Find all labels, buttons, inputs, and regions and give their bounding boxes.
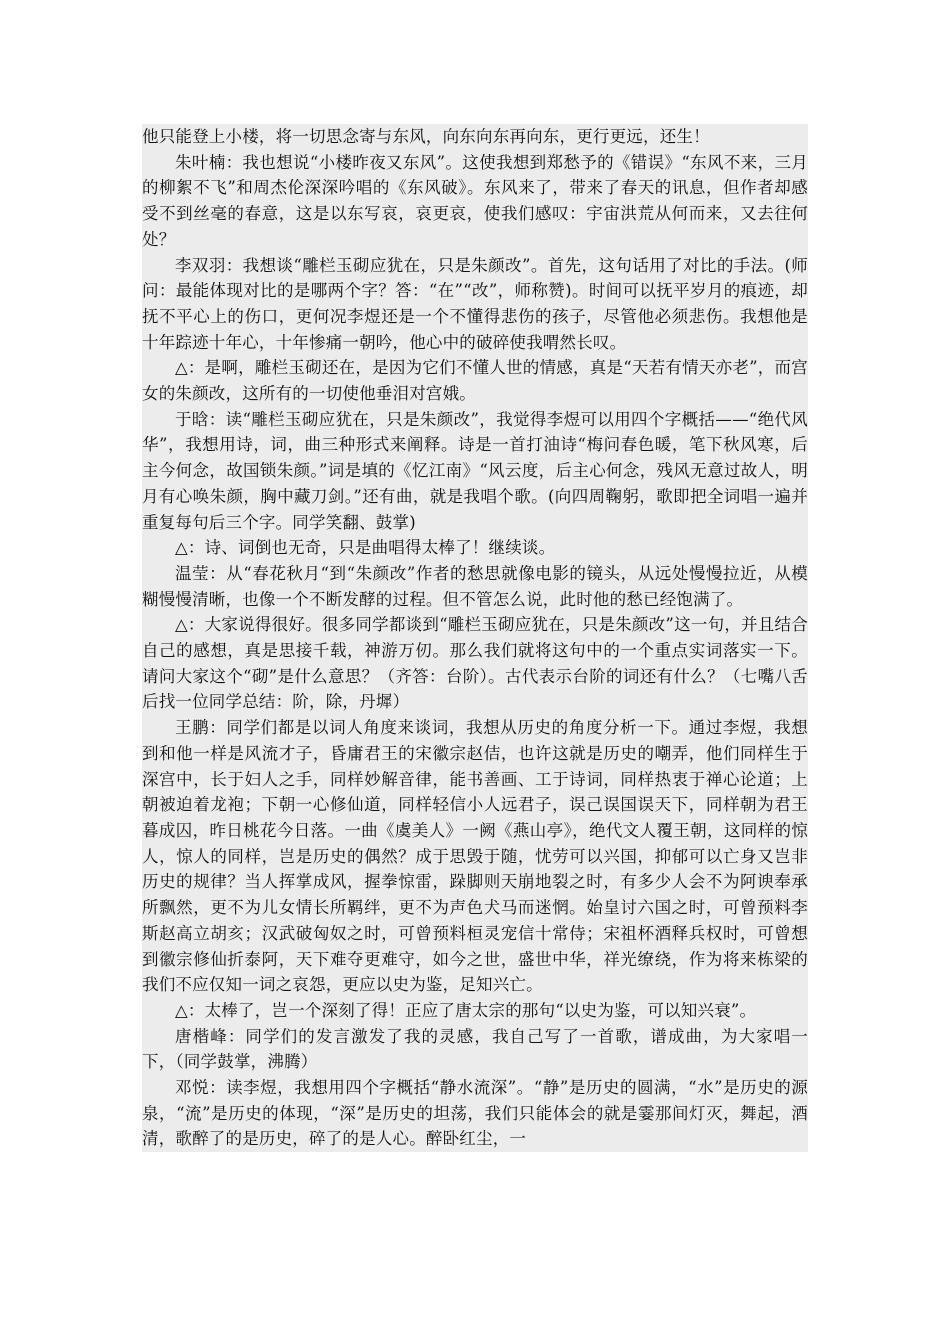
paragraph-3: △：是啊，雕栏玉砌还在，是因为它们不懂人世的情感，真是“天若有情天亦老”，而宫女的朱颜改，这所有的一切使他垂泪对宫娥。 bbox=[142, 358, 808, 404]
paragraph-6: 温莹：从“春花秋月“到“朱颜改”作者的愁思就像电影的镜头，从远处慢慢拉近，从模糊慢慢清晰，也像一个不断发酵的过程。但不管怎么说，此时他的愁已经饱满了。 bbox=[142, 563, 808, 609]
paragraph-9: △：太棒了，岂一个深刻了得！正应了唐太宗的那句“以史为鉴，可以知兴衰”。 bbox=[175, 1000, 757, 1020]
paragraph-8: 王鹏：同学们都是以词人角度来谈词，我想从历史的角度分析一下。通过李煜，我想到和他一样是风流才子，昏庸君王的宋徽宗赵佶，也许这就是历史的嘲弄，他们同样生于深宫中，长于妇人之手，同样妙解音律，能书善画、工于诗词，同样热衷于禅心论道；上朝被迫着龙袍；下朝一心修仙道，同样轻信小人远君子，误己误国误天下，同样朝为君王暮成囚，昨日桃花今日落。一曲《虞美人》一阙《燕山亭》，绝代文人覆王朝，这同样的惊人，惊人的同样，岂是历史的偶然？成于思毁于随，忧劳可以兴国，抑郁可以亡身又岂非历史的规律？当人挥掌成风，握拳惊雷，跺脚则天崩地裂之时，有多少人会不为阿谀奉承所飘然，更不为儿女情长所羁绊，更不为声色犬马而迷惘。始皇讨六国之时，可曾预料李斯赵高立胡亥；汉武破匈奴之时，可曾预料桓灵宠信十常侍；宋祖杯酒释兵权时，可曾想到徽宗修仙折泰阿，天下难夺更难守，如今之世，盛世中华，祥光缭绕，作为将来栋梁的我们不应仅知一词之哀怨，更应以史为鉴，足知兴亡。 bbox=[142, 718, 808, 995]
paragraph-0: 他只能登上小楼，将一切思念寄与东风，向东向东再向东，更行更远，还生！ bbox=[142, 127, 710, 146]
paragraph-11: 邓悦：读李煜，我想用四个字概括“静水流深”。“静”是历史的圆满，“水”是历史的源泉，“流”是历史的体现，“深”是历史的坦荡，我们只能体会的就是霎那间灯灭，舞起，酒清，歌醉了的是历史，碎了的是人心。醉卧红尘，一 bbox=[142, 1078, 808, 1149]
paragraph-5: △：诗、词倒也无奇，只是曲唱得太棒了！继续谈。 bbox=[175, 538, 556, 558]
document-text-block bbox=[142, 124, 808, 1152]
paragraph-7: △：大家说得很好。很多同学都谈到“雕栏玉砌应犹在，只是朱颜改”这一句，并且结合自己的感想，真是思接千载，神游万仞。那么我们就将这句中的一个重点实词落实一下。请问大家这个“砌”是什么意思？（齐答：台阶）。古代表示台阶的词还有什么？（七嘴八舌后找一位同学总结：阶，除，丹墀） bbox=[142, 615, 808, 712]
paragraph-10: 唐楷峰：同学们的发言激发了我的灵感，我自己写了一首歌，谱成曲，为大家唱一下，（同学鼓掌，沸腾） bbox=[142, 1026, 808, 1072]
paragraph-4: 于晗：读“雕栏玉砌应犹在，只是朱颜改”，我觉得李煜可以用四个字概括——“绝代风华”，我想用诗，词，曲三种形式来阐释。诗是一首打油诗“梅问春色暖，笔下秋风寒，后主今何念，故国锁朱颜。”词是填的《忆江南》“风云度，后主心何念，残风无意过故人，明月有心唤朱颜，胸中藏刀剑。”还有曲，就是我唱个歌。(向四周鞠躬，歌即把全词唱一遍并重复每句后三个字。同学笑翻、鼓掌) bbox=[142, 409, 808, 532]
paragraph-2: 李双羽：我想谈“雕栏玉砌应犹在，只是朱颜改”。首先，这句话用了对比的手法。(师问：最能体现对比的是哪两个字？答：“在”“改”，师称赞)。时间可以抚平岁月的痕迹，却抚不平心上的伤口，更何况李煜还是一个不懂得悲伤的孩子，尽管他必须悲伤。我想他是十年踪迹十年心，十年惨痛一朝吟，他心中的破碎使我喟然长叹。 bbox=[142, 255, 808, 352]
paragraph-1: 朱叶楠：我也想说“小楼昨夜又东风”。这使我想到郑愁予的《错误》“东风不来，三月的柳絮不飞”和周杰伦深深吟唱的《东风破》。东风来了，带来了春天的讯息，但作者却感受不到丝毫的春意，这是以东写哀，哀更哀，使我们感叹：宇宙洪荒从何而来，又去往何处？ bbox=[142, 152, 808, 249]
